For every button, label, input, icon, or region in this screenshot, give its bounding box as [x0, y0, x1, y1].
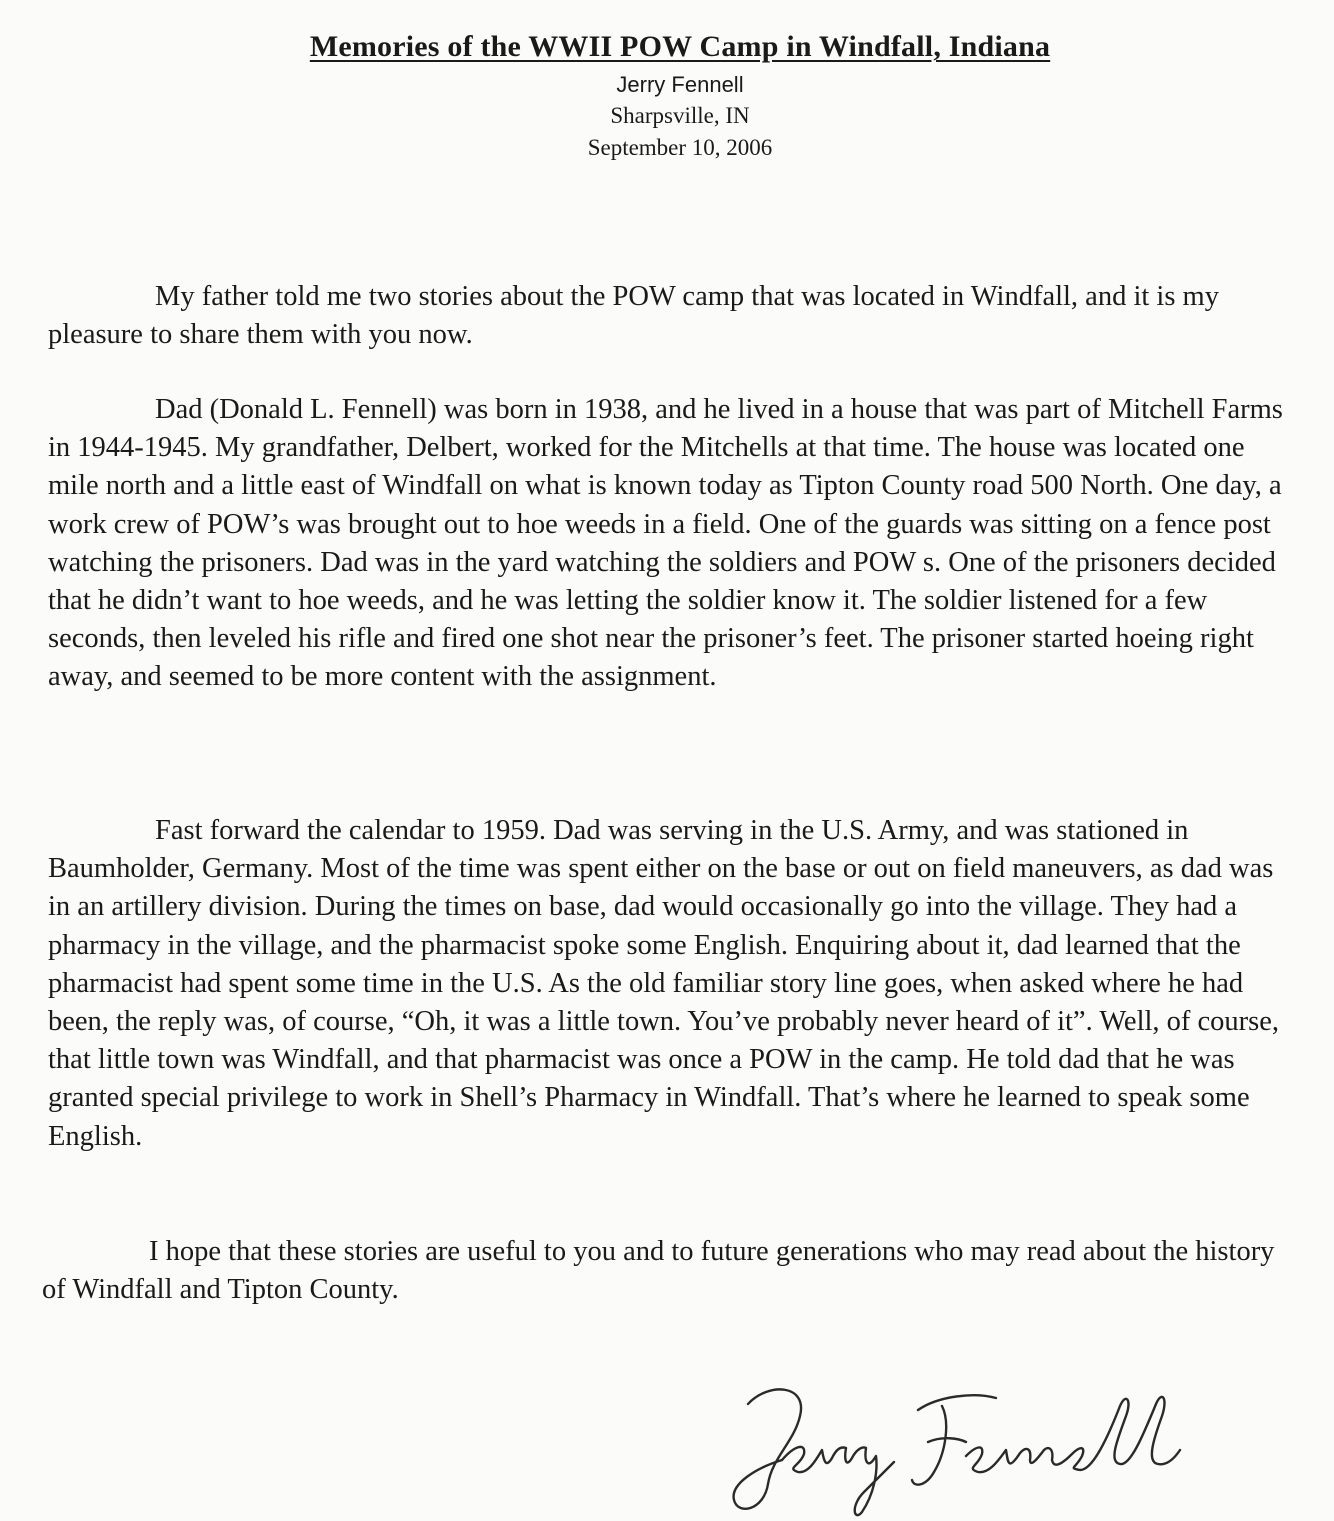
- signature-word-ennell: [966, 1397, 1180, 1472]
- document-date: September 10, 2006: [587, 135, 773, 160]
- handwritten-signature: [728, 1376, 1188, 1521]
- signature-word-erry: [782, 1447, 894, 1515]
- signature-letter-j: [734, 1389, 801, 1508]
- document-title: Memories of the WWII POW Camp in Windfall, Indiana: [309, 30, 1051, 63]
- author-location: Sharpsville, IN: [610, 103, 750, 128]
- paragraph-intro: My father told me two stories about the POW camp that was located in Windfall, and it is my pleasure to share them with you now.: [48, 281, 1219, 351]
- paragraph-closing: I hope that these stories are useful to you and to future generations who may read about the history of Windfall and Tipton County.: [42, 1236, 1275, 1306]
- paragraph-first-story: Dad (Donald L. Fennell) was born in 1938, and he lived in a house that was part of Mitchell Farms in 1944-1945. My grandfather, Delbert, worked for the Mitchells at that time. The house was located one mile north and a little east of Windfall on what is known today as Tipton County road 500 North. One day, a work crew of POW’s was brought out to hoe weeds in a field. One of the guards was sitting on a fence post watching the prisoners. Dad was in the yard watching the soldiers and POW s. One of the prisoners decided that he didn’t want to hoe weeds, and he was letting the soldier know it. The soldier listened for a few seconds, then leveled his rifle and fired one shot near the prisoner’s feet. The prisoner started hoeing right away, and seemed to be more content with the assignment.: [48, 394, 1283, 693]
- paragraph-second-story: Fast forward the calendar to 1959. Dad was serving in the U.S. Army, and was stationed in Baumholder, Germany. Most of the time was spent either on the base or out on field maneuvers, as dad was in an artillery division. During the times on base, dad would occasionally go into the village. They had a pharmacy in the village, and the pharmacist spoke some English. Enquiring about it, dad learned that the pharmacist had spent some time in the U.S. As the old familiar story line goes, when asked where he had been, the reply was, of course, “Oh, it was a little town. You’ve probably never heard of it”. Well, of course, that little town was Windfall, and that pharmacist was once a POW in the camp. He told dad that he was granted special privilege to work in Shell’s Pharmacy in Windfall. That’s where he learned to speak some English.: [48, 815, 1280, 1152]
- author-name: Jerry Fennell: [616, 72, 744, 97]
